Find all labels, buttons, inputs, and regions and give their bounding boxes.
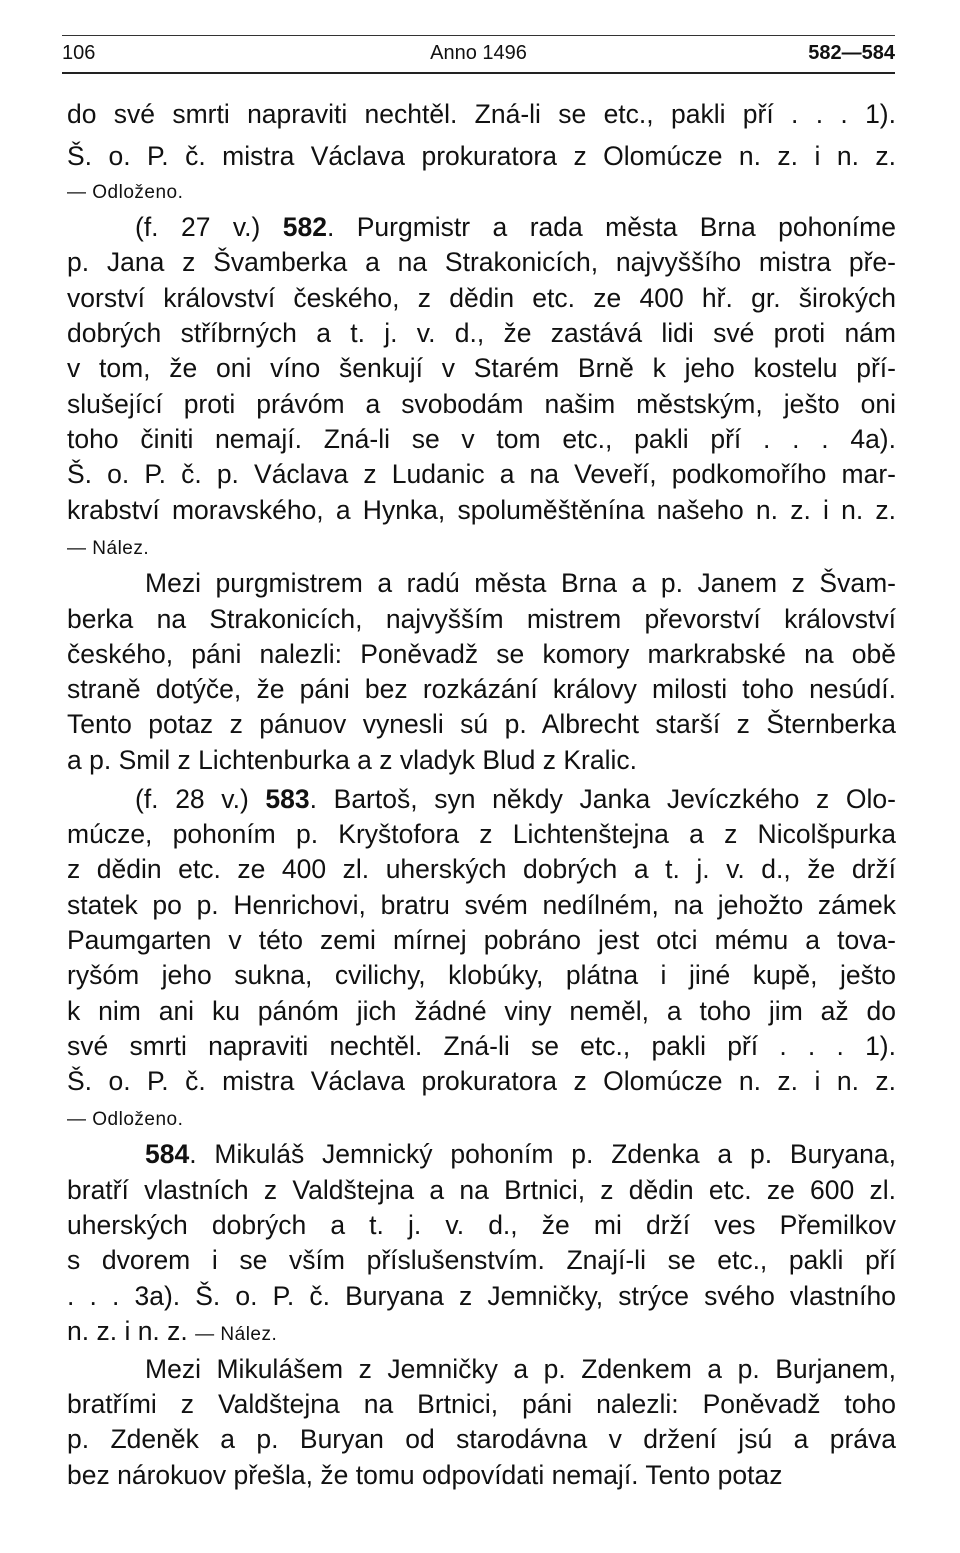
header-rule-bottom: [62, 72, 895, 74]
text-line: [67, 707, 896, 741]
text-line: [67, 1173, 896, 1207]
line-text: v tom, že oni víno šenkují v Starém Brně k jeho kostelu pří-: [67, 353, 896, 383]
line-text: — Nález.: [67, 538, 150, 559]
text-line: [67, 743, 896, 777]
line-text: Tento potaz z pánuov vynesli sú p. Albrecht starší z Šternberka: [67, 709, 896, 739]
text-line: [67, 1387, 896, 1421]
line-text: berka na Strakonicích, najvyšším mistrem převorství království: [67, 604, 896, 634]
text-line: [67, 994, 896, 1028]
text-line: [67, 457, 896, 491]
line-text: své smrti napraviti nechtěl. Zná-li se etc., pakli pří . . . 1).: [67, 1031, 896, 1061]
line-text: . Purgmistr a rada města Brna pohoníme: [326, 212, 896, 242]
line-text: uherských dobrých a t. j. v. d., že mi drží ves Přemilkov: [67, 1210, 896, 1240]
line-text: slušející proti právóm a svobodám našim městským, ješto oni: [67, 389, 896, 419]
line-text: Paumgarten v této zemi mírnej pobráno jest otci mému a tova-: [67, 925, 896, 955]
line-text: a p. Smil z Lichtenburka a z vladyk Blud z Kralic.: [67, 745, 637, 775]
text-line: [67, 139, 896, 173]
line-text: k nim ani ku pánóm jich žádné viny neměl, a toho jim až do: [67, 996, 896, 1026]
entry-number: 582: [282, 212, 327, 242]
text-line: [67, 1314, 896, 1348]
text-line: [67, 672, 896, 706]
line-text: Mezi purgmistrem a radú města Brna a p. Janem z Švam-: [145, 568, 896, 598]
text-line: [67, 281, 896, 315]
line-text: ryšóm jeho sukna, cvilichy, klobúky, plátna i jiné kupě, ješto: [67, 960, 896, 990]
line-prefix: n. z. i n. z.: [67, 1316, 196, 1346]
line-text: — Odloženo.: [67, 182, 184, 203]
line-text: múcze, pohoním p. Kryštofora z Lichtenštejna a z Nicolšpurka: [67, 819, 896, 849]
header-rule-top: [62, 35, 895, 36]
text-line: [67, 1208, 896, 1242]
text-line: [67, 351, 896, 385]
line-text: Mezi Mikulášem z Jemničky a p. Zdenkem a p. Burjanem,: [145, 1354, 896, 1384]
line-text: bratřími z Valdštejna na Brtnici, páni nalezli: Poněvadž toho: [67, 1389, 896, 1419]
line-text: . Mikuláš Jemnický pohoním p. Zdenka a p. Buryana,: [189, 1139, 896, 1169]
text-line: [67, 817, 896, 851]
text-line: [67, 422, 896, 456]
text-line: [67, 387, 896, 421]
text-line: [67, 245, 896, 279]
text-line: [67, 1064, 896, 1098]
text-line: [67, 888, 896, 922]
line-text: českého, páni nalezli: Poněvadž se komory markrabské na obě: [67, 639, 896, 669]
line-text: bez nárokuov přešla, že tomu odpovídati nemají. Tento potaz: [67, 1460, 783, 1490]
line-text: Š. o. P. č. mistra Václava prokuratora z Olomúcze n. z. i n. z.: [67, 141, 896, 171]
entry-number: 584: [145, 1139, 190, 1169]
verdict-label: — Nález.: [195, 1324, 278, 1345]
text-line: [67, 528, 896, 562]
line-text: straně dotýče, že páni bez rozkázání královy milosti toho nesúdí.: [67, 674, 896, 704]
line-text: . . . 3a). Š. o. P. č. Buryana z Jemničky, strýce svého vlastního: [67, 1281, 896, 1311]
text-line: [145, 1352, 896, 1386]
text-line: [67, 1422, 896, 1456]
text-line: [67, 852, 896, 886]
line-text: Š. o. P. č. p. Václava z Ludanic a na Veveří, podkomořího mar-: [67, 459, 896, 489]
line-text: — Odloženo.: [67, 1109, 184, 1130]
line-text: s dvorem i se vším příslušenstvím. Znají-li se etc., pakli pří: [67, 1245, 896, 1275]
line-text: dobrých stříbrných a t. j. v. d., že zastává lidi své proti nám: [67, 318, 896, 348]
line-text: krabství moravského, a Hynka, spoluměštěnína našeho n. z. i n. z.: [67, 495, 896, 525]
page-number: 106: [62, 42, 96, 64]
text-line: [67, 637, 896, 671]
text-line: [67, 493, 896, 527]
line-prefix: (f. 27 v.): [135, 212, 283, 242]
text-line: [145, 1137, 896, 1171]
entry-range: 582—584: [808, 42, 895, 64]
text-line: [135, 210, 896, 244]
text-line: [67, 1099, 896, 1133]
text-line: [67, 1458, 896, 1492]
line-prefix: (f. 28 v.): [135, 784, 266, 814]
line-text: do své smrti napraviti nechtěl. Zná-li se etc., pakli pří . . . 1).: [67, 99, 896, 129]
line-text: z dědin etc. ze 400 zl. uherských dobrých a t. j. v. d., že drží: [67, 854, 896, 884]
line-text: bratří vlastních z Valdštejna a na Brtnici, z dědin etc. ze 600 zl.: [67, 1175, 896, 1205]
line-text: . Bartoš, syn někdy Janka Jevíczkého z Olo-: [309, 784, 896, 814]
text-line: [67, 1243, 896, 1277]
running-title: Anno 1496: [430, 42, 527, 64]
line-text: toho činiti nemají. Zná-li se v tom etc., pakli pří . . . 4a).: [67, 424, 896, 454]
line-text: statek po p. Henrichovi, bratru svém nedílném, na jehožto zámek: [67, 890, 896, 920]
text-line: [67, 958, 896, 992]
line-text: p. Jana z Švamberka a na Strakonicích, najvyššího mistra pře-: [67, 247, 896, 277]
text-line: [67, 172, 896, 206]
text-line: [67, 316, 896, 350]
text-line: [67, 602, 896, 636]
text-line: [67, 1029, 896, 1063]
entry-number: 583: [265, 784, 310, 814]
text-line: [135, 782, 896, 816]
text-line: [67, 923, 896, 957]
line-text: vorství království českého, z dědin etc. ze 400 hř. gr. širokých: [67, 283, 896, 313]
text-line: [67, 97, 896, 131]
text-line: [145, 566, 896, 600]
running-header: [62, 38, 895, 68]
line-text: p. Zdeněk a p. Buryan od starodávna v držení jsú a práva: [67, 1424, 896, 1454]
line-text: Š. o. P. č. mistra Václava prokuratora z Olomúcze n. z. i n. z.: [67, 1066, 896, 1096]
text-line: [67, 1279, 896, 1313]
